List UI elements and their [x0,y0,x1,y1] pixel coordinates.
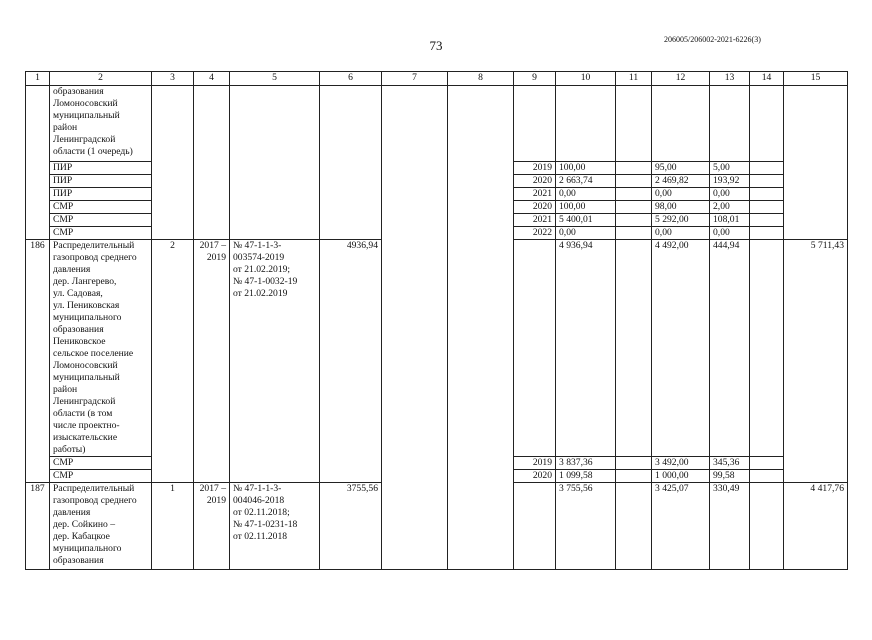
cell-c10: 5 400,01 [556,214,616,227]
cell-stage: ПИР [50,162,152,175]
cell-c6: 4936,94 [320,240,382,483]
cell-c14 [750,214,784,227]
column-header-row [26,72,848,86]
cell-c13: 193,92 [710,175,750,188]
table-row [26,86,848,162]
cell-c12: 4 492,00 [652,240,710,457]
cell-num: 187 [26,483,50,570]
cell-stage: СМР [50,201,152,214]
cell-num: 186 [26,240,50,483]
cell-object-name: Распределительный газопровод среднего давления дер. Сойкино – дер. Кабацкое муниципального образования [50,483,152,570]
cell-c10: 0,00 [556,227,616,240]
cell-c14 [750,162,784,175]
cell-c12: 0,00 [652,227,710,240]
cell-c11 [616,201,652,214]
cell-c14 [750,240,784,457]
cell-year: 2019 [514,457,556,470]
cell-c14 [750,86,784,162]
cell-c12: 3 425,07 [652,483,710,570]
data-table [25,71,848,570]
cell-stage: ПИР [50,188,152,201]
cell-c10: 100,00 [556,162,616,175]
cell-c13: 330,49 [710,483,750,570]
cell-c8 [448,86,514,570]
cell-c10: 2 663,74 [556,175,616,188]
cell-c10: 3 837,36 [556,457,616,470]
cell-c14 [750,188,784,201]
cell-c5: № 47-1-1-3- 004046-2018 от 02.11.2018; № 47-1-0231-18 от 02.11.2018 [230,483,320,570]
cell-stage: ПИР [50,175,152,188]
page-number: 73 [429,38,443,53]
cell-c12: 95,00 [652,162,710,175]
cell-c10: 100,00 [556,201,616,214]
cell-year: 2022 [514,227,556,240]
cell-year: 2021 [514,214,556,227]
column-header: 9 [514,72,556,86]
cell-c14 [750,227,784,240]
cell-c13 [710,86,750,162]
cell-c11 [616,86,652,162]
cell-c13: 99,58 [710,470,750,483]
cell-c3: 2 [152,240,194,483]
cell-c9 [514,240,556,457]
cell-c9 [514,483,556,570]
cell-c4 [194,86,230,240]
cell-c12: 5 292,00 [652,214,710,227]
cell-c11 [616,457,652,470]
cell-year: 2020 [514,201,556,214]
column-header: 13 [710,72,750,86]
cell-c5 [230,86,320,240]
cell-num [26,86,50,240]
cell-c12: 0,00 [652,188,710,201]
cell-c10 [556,86,616,162]
cell-c3 [152,86,194,240]
cell-c11 [616,188,652,201]
cell-year: 2020 [514,470,556,483]
cell-year: 2019 [514,162,556,175]
cell-c13: 5,00 [710,162,750,175]
cell-c14 [750,483,784,570]
cell-c11 [616,214,652,227]
column-header: 2 [50,72,152,86]
cell-c12: 3 492,00 [652,457,710,470]
cell-c15: 4 417,76 [784,483,848,570]
cell-c15: 5 711,43 [784,240,848,483]
cell-c12 [652,86,710,162]
cell-stage: СМР [50,470,152,483]
cell-c5: № 47-1-1-3- 003574-2019 от 21.02.2019; № 47-1-0032-19 от 21.02.2019 [230,240,320,483]
cell-c9 [514,86,556,162]
column-header: 5 [230,72,320,86]
cell-c11 [616,175,652,188]
cell-stage: СМР [50,227,152,240]
cell-object-name: образования Ломоносовский муниципальный район Ленинградской области (1 очередь) [50,86,152,162]
cell-c12: 98,00 [652,201,710,214]
cell-c6: 3755,56 [320,483,382,570]
cell-c10: 3 755,56 [556,483,616,570]
cell-object-name: Распределительный газопровод среднего давления дер. Лангерево, ул. Садовая, ул. Пениковская муниципального образования Пениковское сельское поселение Ломоносовский муниципальный район Ленинградской области (в том числе проектно- изыскательские работы) [50,240,152,457]
cell-c11 [616,240,652,457]
cell-year: 2021 [514,188,556,201]
cell-c11 [616,162,652,175]
cell-c6 [320,86,382,240]
column-header: 1 [26,72,50,86]
column-header: 15 [784,72,848,86]
cell-c4: 2017 – 2019 [194,240,230,483]
cell-c12: 1 000,00 [652,470,710,483]
cell-c15 [784,86,848,240]
column-header: 12 [652,72,710,86]
cell-c12: 2 469,82 [652,175,710,188]
cell-c13: 444,94 [710,240,750,457]
cell-c4: 2017 – 2019 [194,483,230,570]
cell-stage: СМР [50,457,152,470]
cell-c14 [750,470,784,483]
cell-c14 [750,175,784,188]
cell-c3: 1 [152,483,194,570]
cell-year: 2020 [514,175,556,188]
cell-c10: 4 936,94 [556,240,616,457]
cell-c14 [750,201,784,214]
column-header: 14 [750,72,784,86]
cell-c13: 108,01 [710,214,750,227]
cell-c10: 1 099,58 [556,470,616,483]
cell-c13: 345,36 [710,457,750,470]
column-header: 8 [448,72,514,86]
column-header: 10 [556,72,616,86]
cell-c10: 0,00 [556,188,616,201]
column-header: 3 [152,72,194,86]
cell-c11 [616,483,652,570]
column-header: 4 [194,72,230,86]
cell-c13: 0,00 [710,227,750,240]
cell-c7 [382,86,448,570]
column-header: 11 [616,72,652,86]
cell-stage: СМР [50,214,152,227]
cell-c14 [750,457,784,470]
cell-c13: 0,00 [710,188,750,201]
column-header: 7 [382,72,448,86]
cell-c11 [616,227,652,240]
cell-c11 [616,470,652,483]
column-header: 6 [320,72,382,86]
cell-c13: 2,00 [710,201,750,214]
document-code: 206005/206002-2021-6226(3) [664,35,761,44]
